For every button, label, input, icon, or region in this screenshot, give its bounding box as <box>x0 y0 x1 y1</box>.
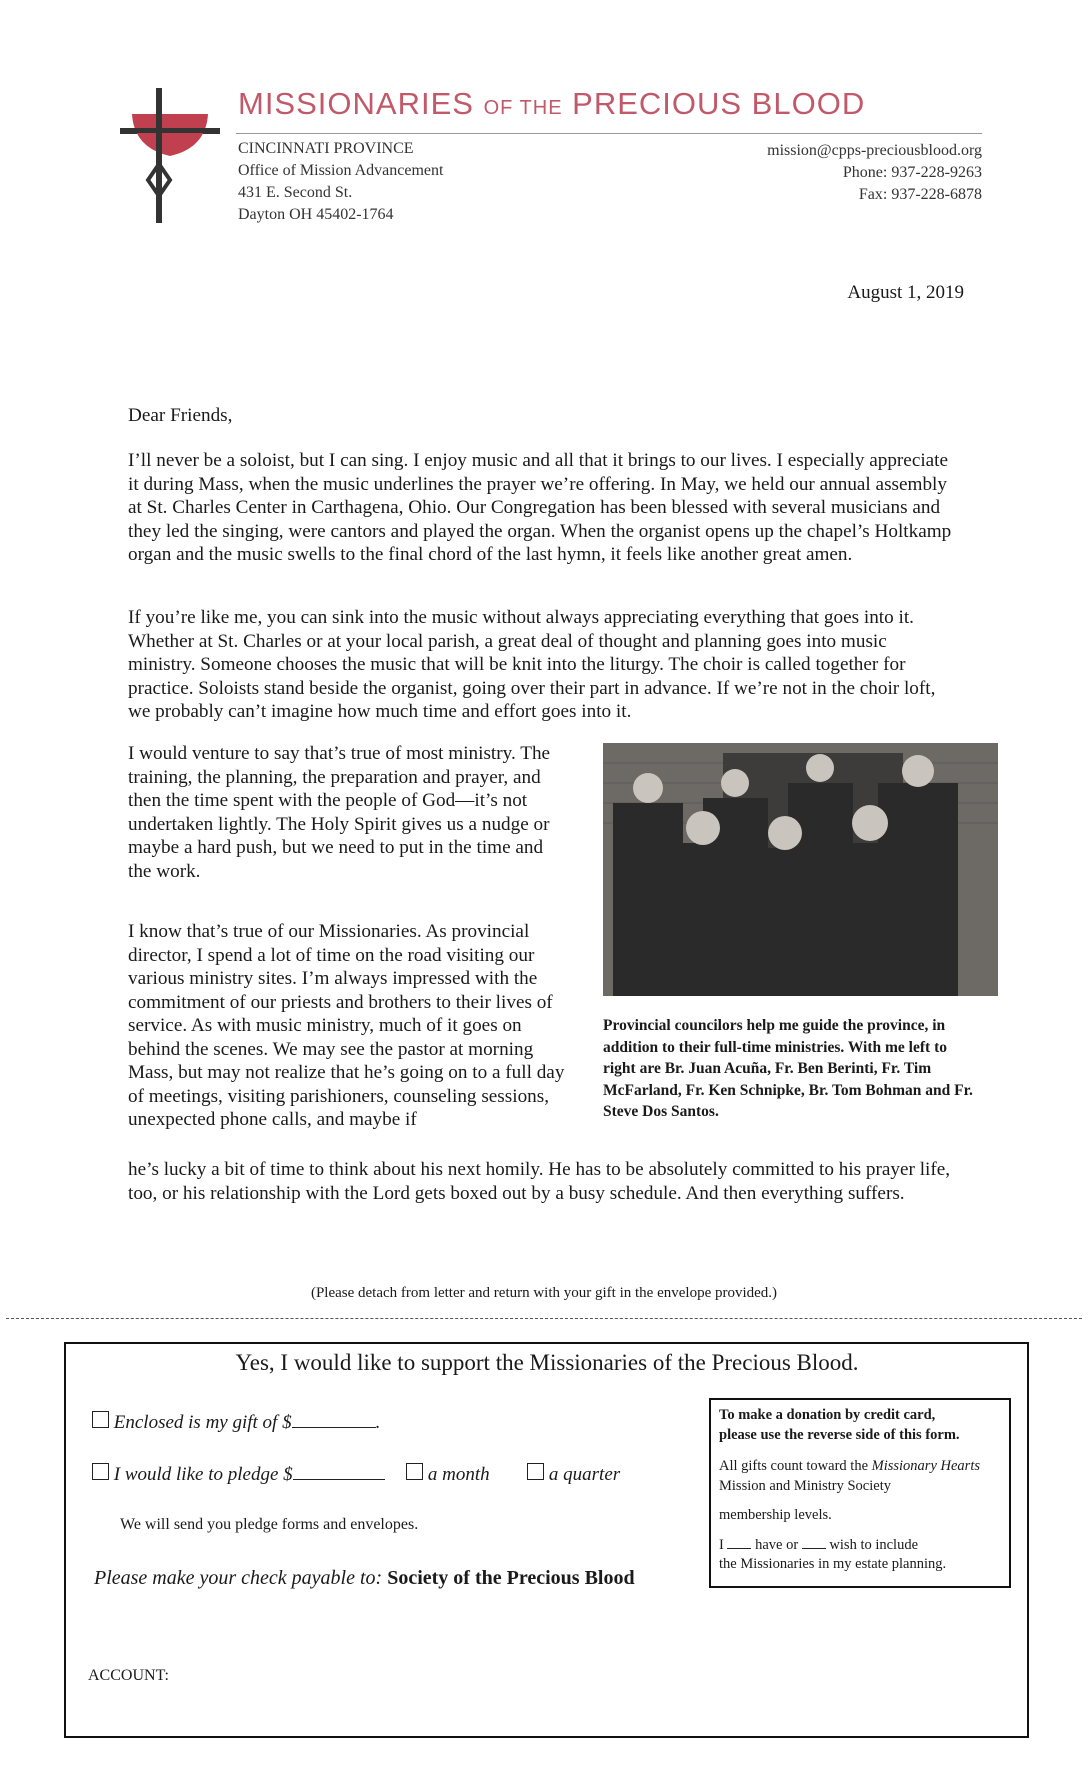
org-name-1: MISSIONARIES <box>238 86 474 121</box>
cc-line-1: To make a donation by credit card, <box>719 1407 936 1423</box>
group-photo <box>603 743 998 996</box>
address-line: Dayton OH 45402-1764 <box>238 206 394 223</box>
phone: Phone: 937-228-9263 <box>842 164 982 181</box>
detach-line <box>6 1318 1082 1319</box>
month-label: a month <box>427 1464 490 1485</box>
month-checkbox[interactable] <box>406 1463 423 1480</box>
pledge-row <box>92 1463 620 1486</box>
account-label: ACCOUNT: <box>88 1667 169 1684</box>
quarter-checkbox[interactable] <box>527 1463 544 1480</box>
pledge-label: I would like to pledge $ <box>113 1464 293 1485</box>
header-rule <box>236 133 982 134</box>
gift-row <box>92 1411 380 1434</box>
gift-checkbox[interactable] <box>92 1411 109 1428</box>
gift-suffix: . <box>375 1412 381 1433</box>
fax: Fax: 937-228-6878 <box>858 186 982 203</box>
paragraph-2: If you’re like me, you can sink into the music without always appreciating everything that goes into it. Whether at St. Charles or at your local parish, a great deal of thought and planning goes into music ministry. Someone chooses the music that will be knit into the liturgy. The choir is called together for practice. Soloists stand beside the organist, going over their part in advance. If we’re not in the choir loft, we probably can’t imagine how much time and effort goes into it. <box>128 607 936 722</box>
contact-info <box>767 140 982 206</box>
address-line: CINCINNATI PROVINCE <box>238 140 414 157</box>
estate-i: I <box>719 1536 724 1553</box>
estate-have: have or <box>755 1536 799 1553</box>
photo-caption: Provincial councilors help me guide the province, in addition to their full-time ministries. With me left to right are Br. Juan Acuña, Fr. Ben Berinti, Fr. Tim McFarland, Fr. Ken Schnipke, Br. Tom Bohman and Fr. Steve Dos Santos. <box>603 1017 973 1120</box>
credit-card-box <box>709 1398 1011 1588</box>
payable-label: Please make your check payable to: <box>94 1567 383 1589</box>
pledge-checkbox[interactable] <box>92 1463 109 1480</box>
gifts-italic: Missionary Hearts <box>871 1458 980 1474</box>
form-title: Yes, I would like to support the Missionaries of the Precious Blood. <box>235 1350 859 1375</box>
membership-note: membership levels. <box>719 1507 832 1523</box>
estate-line-2: the Missionaries in my estate planning. <box>719 1556 947 1572</box>
org-name-2: OF THE <box>483 97 563 119</box>
org-name-3: PRECIOUS BLOOD <box>572 86 866 121</box>
address-line: Office of Mission Advancement <box>238 162 444 179</box>
estate-line <box>719 1536 1001 1556</box>
paragraph-1: I’ll never be a soloist, but I can sing. I enjoy music and all that it brings to our lives. I especially appreciate it during Mass, when the music underlines the prayer we’re offering. In May, we held our annual assembly at St. Charles Center in Carthagena, Ohio. Our Congregation has been blessed with several musicians and they led the singing, were cantors and played the organ. When the organist opens up the chapel’s Holtkamp organ and the music swells to the final chord of the last hymn, it feels like another great amen. <box>128 450 952 565</box>
org-title <box>238 86 865 122</box>
greeting: Dear Friends, <box>128 405 233 426</box>
email[interactable]: mission@cpps-preciousblood.org <box>767 142 982 159</box>
estate-wish: wish to include <box>829 1536 919 1553</box>
payable-line <box>94 1567 635 1590</box>
gifts-prefix: All gifts count toward the <box>719 1458 869 1474</box>
paragraph-5: he’s lucky a bit of time to think about his next homily. He has to be absolutely committed to his prayer life, too, or his relationship with the Lord gets boxed out by a busy schedule. And then everything suffers. <box>128 1159 951 1204</box>
pledge-note: We will send you pledge forms and envelopes. <box>120 1516 419 1533</box>
detach-note: (Please detach from letter and return with your gift in the envelope provided.) <box>310 1285 778 1301</box>
cross-chalice-logo <box>120 88 220 223</box>
address-line: 431 E. Second St. <box>238 184 353 201</box>
estate-wish-field[interactable] <box>802 1536 826 1549</box>
estate-have-field[interactable] <box>727 1536 751 1549</box>
gifts-suffix: Mission and Ministry Society <box>719 1477 891 1494</box>
letter-date: August 1, 2019 <box>847 282 964 303</box>
paragraph-3: I would venture to say that’s true of most ministry. The training, the planning, the preparation and prayer, and then the time spent with the people of God—it’s not undertaken lightly. The Holy Spirit gives us a nudge or maybe a hard push, but we need to put in the time and the work. <box>128 743 551 882</box>
quarter-label: a quarter <box>548 1464 621 1485</box>
cc-line-2: please use the reverse side of this form. <box>719 1426 960 1443</box>
gift-label: Enclosed is my gift of $ <box>113 1412 292 1433</box>
gift-amount-field[interactable] <box>292 1411 376 1428</box>
gifts-note <box>719 1457 1001 1496</box>
return-address <box>238 138 443 226</box>
payable-to: Society of the Precious Blood <box>387 1567 635 1589</box>
pledge-amount-field[interactable] <box>293 1463 385 1480</box>
paragraph-4: I know that’s true of our Missionaries. As provincial director, I spend a lot of time on the road visiting our various ministry sites. I’m always impressed with the commitment of our priests and brothers to their lives of service. As with music ministry, much of it goes on behind the scenes. We may see the pastor at morning Mass, but may not realize that he’s going on to a full day of meetings, visiting parishioners, counseling sessions, unexpected phone calls, and maybe if <box>128 921 565 1130</box>
